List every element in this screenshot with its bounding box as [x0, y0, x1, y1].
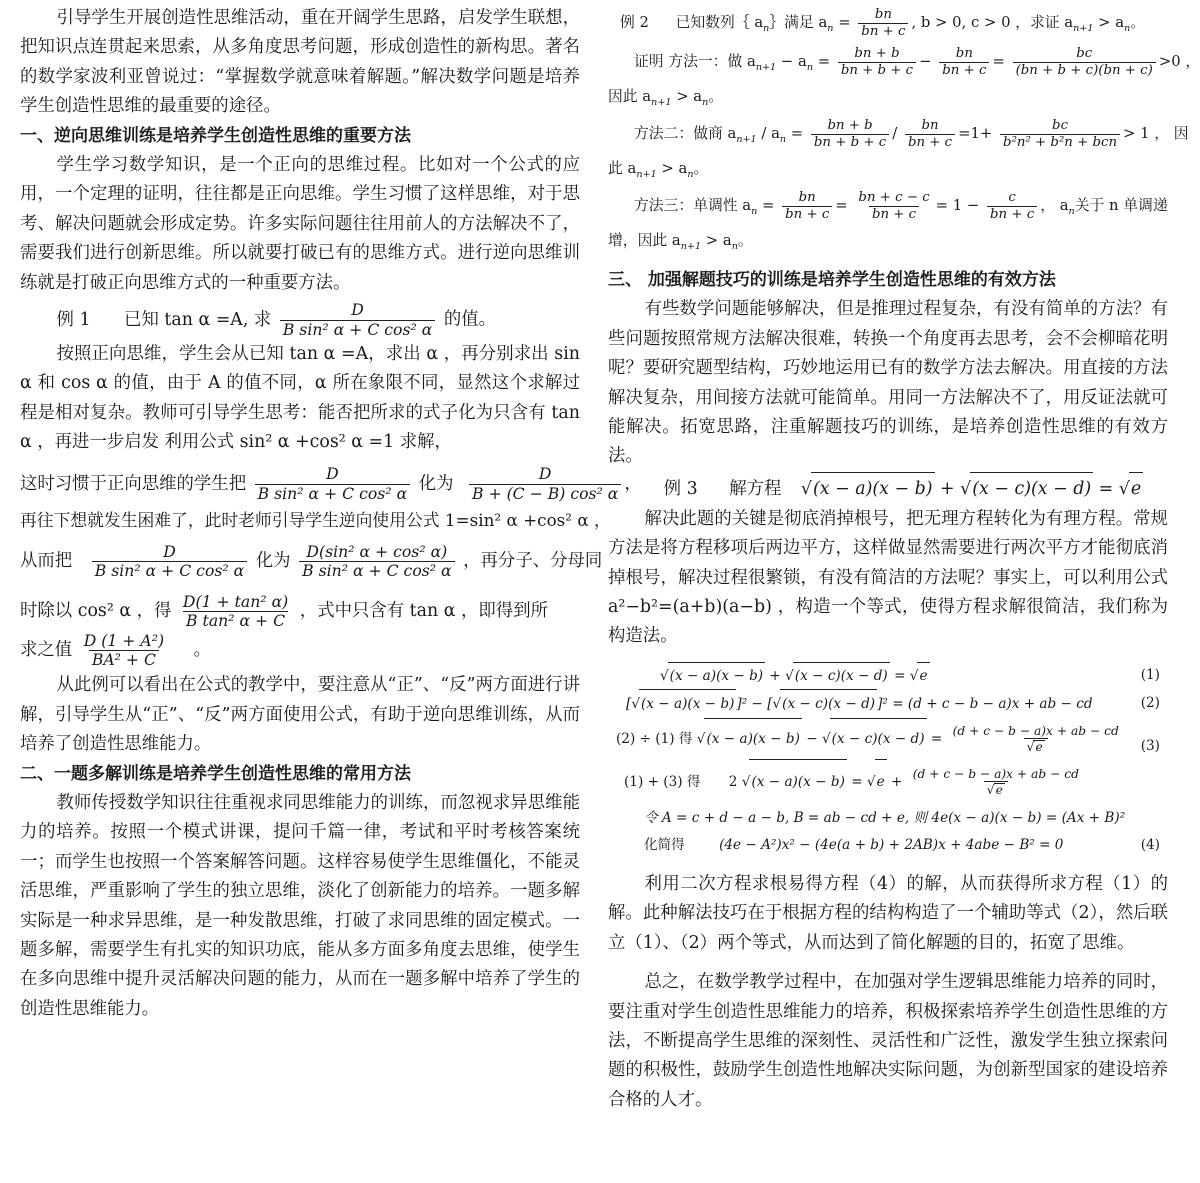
equation-number: (2): [1140, 694, 1160, 711]
formula-line-text: 。: [193, 640, 212, 661]
fraction-numerator: c: [1008, 189, 1016, 205]
math-text: (4e − A²)x² − (4e(a + b) + 2AB)x + 4abe − B² = 0: [719, 836, 1064, 853]
fraction-denominator: (bn + b + c)(bn + c): [1013, 62, 1156, 78]
fraction-numerator: (d + c − b − a)x + ab − cd: [912, 766, 1079, 781]
formula-line-4: [20, 591, 580, 631]
equation-2: [√(x − a)(x − b) ]² − [√(x − c)(x − d) ]² = (d + c − b − a)x + ab − cd (2): [608, 689, 1168, 718]
math-subscript: n: [806, 61, 814, 73]
fraction-numerator: bn: [921, 117, 939, 133]
math-text: 增，因此 a: [608, 232, 681, 249]
formula-line-3: [20, 541, 603, 581]
proof-method-2-conclusion: [608, 154, 1168, 184]
math-text: = (d + c − b − a)x + ab − cd: [892, 695, 1093, 712]
radicand: (x − c)(x − d): [830, 718, 927, 759]
math-text: 2: [728, 773, 738, 790]
formula-line-text: ，: [624, 473, 642, 494]
example-1-label: 例 1: [56, 309, 91, 330]
math-text: , b > 0, c > 0 ，求证 a: [911, 14, 1074, 31]
math-text: ｝满足 a: [769, 14, 828, 31]
radicand: (x − c)(x − d): [780, 689, 877, 718]
fraction-denominator: B tan² α + C: [183, 611, 288, 629]
section-1-paragraph: 学生学习数学知识，是一个正向的思维过程。比如对一个公式的应用，一个定理的证明，往往都是正向思维。学生习惯了这样思维，对于思考、解决问题就会形成定势。许多实际问题往往用前人的方法解决不了，需要我们进行创新思维。所以就要打破已有的思维方式。进行逆向思维训练就是打破正向思维方式的一种重要方法。: [20, 155, 580, 293]
example-3-label: 例 3: [663, 478, 698, 499]
fraction-numerator: D (1 + A²): [83, 630, 165, 650]
formula-line-text: 时除以 cos² α ，得: [20, 601, 172, 622]
sqrt-symbol: √: [800, 478, 812, 499]
math-text: 关于 n 单调递: [1074, 197, 1168, 214]
sqrt-symbol: √: [785, 667, 794, 684]
section-heading-1: 一、逆向思维训练是培养学生创造性思维的重要方法: [20, 125, 411, 146]
math-fraction: [838, 47, 916, 78]
proof-method-1-conclusion: [608, 82, 1168, 112]
sqrt-symbol: √: [741, 773, 751, 790]
example-3-text: 解方程: [729, 478, 782, 499]
fraction-denominator: bn + c: [782, 206, 832, 222]
sqrt-symbol: √: [909, 667, 919, 684]
math-subscript: n: [687, 168, 694, 180]
equation-number: (4): [1140, 836, 1160, 853]
fraction-numerator: (d + c − b − a)x + ab − cd: [952, 723, 1119, 738]
equation-3: (2) ÷ (1) 得 √(x − a)(x − b) − √(x − c)(x − d) = $\frac{(d + c - b - a)x + ab - cd}{√e}$ (3): [608, 718, 1168, 759]
math-text: 。: [693, 160, 709, 177]
math-subscript: n+1: [1073, 22, 1094, 34]
radicand: (x − a)(x − b): [639, 689, 736, 718]
math-text: >0 ，: [1158, 53, 1200, 70]
radicand: (x − a)(x − b): [704, 718, 801, 759]
fraction-denominator: B sin² α + C cos² α: [92, 561, 248, 579]
math-text: 方法三：单调性 a: [634, 197, 752, 214]
sqrt-symbol: √: [960, 478, 972, 499]
math-text: =: [813, 53, 835, 70]
fraction-numerator: bn: [874, 6, 892, 22]
example-2-label: 例 2: [620, 14, 649, 31]
math-subscript: n: [751, 205, 758, 217]
fraction-denominator: bn + c: [858, 23, 908, 39]
radicand: e: [875, 759, 887, 804]
math-text: 化简得: [644, 836, 685, 853]
fraction-denominator: bn + c: [987, 206, 1037, 222]
fraction-denominator: B sin² α + C cos² α: [280, 320, 436, 338]
example-1: [20, 302, 580, 338]
math-text: ， a: [1040, 197, 1069, 214]
fraction-denominator: bn + c: [905, 134, 955, 150]
math-text: /: [892, 125, 898, 142]
formula-line-2: 再往下想就发生困难了，此时老师引导学生逆向使用公式 1=sin² α +cos² α ，: [20, 510, 611, 530]
math-subscript: n+1: [636, 168, 657, 180]
section-heading-3: 三、 加强解题技巧的训练是培养学生创造性思维的有效方法: [608, 270, 1056, 290]
sqrt-symbol: √: [866, 773, 876, 790]
math-text: =: [835, 197, 848, 214]
sqrt-symbol: √: [772, 695, 782, 712]
fraction-numerator: bn + b: [854, 45, 900, 61]
fraction-denominator: B sin² α + C cos² α: [299, 561, 455, 579]
proof-method-2: [608, 114, 1189, 154]
math-text: (2) ÷ (1) 得: [616, 730, 693, 747]
example-1-conclusion: 从此例可以看出在公式的教学中，要注意从“正”、“反”两方面进行讲解，引导学生从“正”、“反”两方面使用公式，有助于逆向思维训练，从而培养了创造性思维能力。: [20, 675, 580, 755]
math-text: > a: [1093, 14, 1125, 31]
math-text: > 1 ， 因: [1123, 125, 1189, 142]
proof-method-1: [608, 42, 1200, 82]
fraction-denominator: bn + b + c: [811, 134, 889, 150]
math-text: =: [786, 125, 808, 142]
example-3: [608, 472, 1168, 505]
example-3-conclusion: 利用二次方程求根易得方程（4）的解，从而获得所求方程（1）的解。此种解法技巧在于根据方程的结构构造了一个辅助等式（2），然后联立（1）、（2）两个等式，从而达到了简化解题的目的，拓宽了思维。: [608, 873, 1168, 953]
formula-fraction: [180, 591, 291, 631]
math-subscript: n+1: [755, 61, 777, 73]
math-text: 。: [708, 88, 724, 105]
equation-1: √(x − a)(x − b) + √(x − c)(x − d) = √e (1): [608, 662, 1168, 689]
math-subscript: n+1: [651, 96, 672, 108]
math-text: =: [992, 53, 1005, 70]
section-heading-2: 二、一题多解训练是培养学生创造性思维的常用方法: [20, 763, 411, 784]
math-text: 方法二：做商 a: [634, 125, 737, 142]
equation-5: 令 A = c + d − a − b, B = ab − cd + e, 则 4e(x − a)(x − b) = (Ax + B)²: [644, 809, 1126, 826]
fraction-numerator: bn: [798, 189, 816, 205]
example-1-tail: 的值。: [443, 309, 497, 330]
formula-fraction: [81, 630, 167, 670]
proof-method-3: [608, 186, 1168, 226]
math-text: = 1 −: [935, 197, 980, 214]
fraction-denominator: BA² + C: [89, 650, 159, 668]
radicand: e: [995, 783, 1003, 798]
sqrt-symbol: √: [821, 730, 831, 747]
fraction-numerator: D(sin² α + cos² α): [306, 541, 448, 561]
math-fraction: [939, 47, 989, 78]
formula-fraction: [255, 466, 411, 502]
radicand: (x − a)(x − b): [749, 759, 846, 804]
fraction-denominator: bn + c: [869, 206, 919, 222]
formula-line-text: ，再分子、分母同: [463, 551, 603, 572]
math-text: 此 a: [608, 160, 637, 177]
example-3-equation: √(x − a)(x − b) + √(x − c)(x − d) = √e: [801, 479, 1143, 499]
section-3-paragraph: 有些数学问题能够解决，但是推理过程复杂，有没有简单的方法？有些问题按照常规方法解决很难，转换一个角度再去思考，会不会柳暗花明呢？要研究题型结构，巧妙地运用已有的数学方法去解决。用直接的方法解决复杂，用间接方法就可能简单。用同一方法解决不了，用反证法就可能解决。拓宽思路，注重解题技巧的训练，是培养创造性思维的有效方法。: [608, 299, 1168, 467]
example-1-text: 已知 tan α =A, 求: [124, 309, 272, 330]
formula-fraction: [299, 541, 455, 581]
fraction-denominator: bn + b + c: [838, 62, 916, 78]
math-subscript: n: [731, 240, 738, 252]
fraction-numerator: D: [326, 464, 339, 484]
formula-line-text: ，式中只含有 tan α ，即得到所: [299, 601, 548, 622]
sqrt-symbol: √: [631, 695, 640, 712]
math-subscript: n: [1124, 22, 1131, 34]
math-text: 证明 方法一：做 a: [634, 53, 756, 70]
formula-fraction: [469, 466, 621, 502]
math-subscript: n: [779, 133, 787, 145]
radicand: (x − c)(x − d): [793, 662, 890, 689]
equation-block: [608, 662, 1168, 858]
radicand: e: [1129, 472, 1143, 505]
proof-method-3-conclusion: [608, 226, 1168, 256]
math-subscript: n: [827, 22, 834, 34]
example-1-fraction: [280, 302, 436, 338]
math-text: > a: [701, 232, 732, 249]
formula-line-text: 求之值: [20, 640, 73, 661]
fraction-numerator: D(1 + tan² α): [182, 591, 289, 611]
sqrt-symbol: √: [660, 667, 669, 684]
math-text: / a: [756, 125, 780, 142]
math-fraction: [1013, 47, 1156, 78]
radicand: (x − a)(x − b): [811, 472, 935, 505]
fraction-denominator: b²n² + b²n + bcn: [1000, 134, 1120, 150]
sqrt-symbol: √: [1026, 740, 1035, 755]
math-fraction: [855, 191, 932, 222]
fraction-numerator: bn + c − c: [858, 189, 930, 205]
sqrt-symbol: √: [1118, 478, 1130, 499]
math-fraction: [950, 725, 1122, 755]
math-subscript: n: [1068, 205, 1075, 217]
example-2: [608, 6, 1168, 40]
summary-paragraph: 总之，在数学教学过程中，在加强对学生逻辑思维能力培养的同时，要注重对学生创造性思维能力的培养，积极探索培养学生创造性思维的方法，不断提高学生思维的深刻性、灵活性和广泛性，激发学生独立探索问题的积极性，鼓励学生创造性地解决实际问题，为创新型国家的建设培养合格的人才。: [608, 972, 1168, 1110]
fraction-denominator: B sin² α + C cos² α: [255, 484, 411, 502]
sqrt-symbol: √: [986, 783, 995, 798]
radicand: (x − a)(x − b): [668, 662, 765, 689]
fraction-denominator: [1024, 738, 1048, 754]
section-2-paragraph: 教师传授数学知识往往重视求同思维能力的训练，而忽视求异思维能力的培养。按照一个模式讲课，提问千篇一律，考试和平时考核答案统一；而学生也按照一个答案解答问题。这样容易使学生思维僵化，不能灵活思维，严重影响了学生的独立思维，淡化了创新能力的培养。一题多解实际是一种求异思维，是一种发散思维，打破了求同思维的固定模式。一题多解，需要学生有扎实的知识功底，能从多方面多角度去思维，使学生在多向思维中提升灵活解决问题的能力，从而在一题多解中培养了学生的创造性思维能力。: [20, 793, 580, 1019]
example-3-explanation: 解决此题的关键是彻底消掉根号，把无理方程转化为有理方程。常规方法是将方程移项后两边平方，这样做显然需要进行两次平方才能彻底消掉根号，解决过程很繁锁，有没有简洁的方法呢？事实上，可以利用公式 a²−b²=(a+b)(a−b) ，构造一个等式，使得方程求解很简洁，我们称为构造法。: [608, 508, 1168, 647]
fraction-numerator: bn + b: [827, 117, 873, 133]
math-subscript: n: [702, 96, 709, 108]
math-text: =1+: [958, 125, 993, 142]
math-fraction: [910, 768, 1082, 798]
math-subscript: n: [763, 22, 770, 34]
intro-paragraph: 引导学生开展创造性思维活动，重在开阔学生思路，启发学生联想，把知识点连贯起来思索，从多角度思考问题，形成创造性的新构思。著名的数学家波利亚曾说过：“掌握数学就意味着解题。”解决数学问题是培养学生创造性思维的最重要的途径。: [20, 8, 580, 117]
fraction-numerator: D: [351, 300, 364, 320]
math-fraction: [987, 191, 1037, 222]
math-text: (1) + (3) 得: [624, 773, 701, 790]
equation-number: (3): [1140, 737, 1160, 754]
fraction-denominator: bn + c: [939, 62, 989, 78]
math-subscript: n+1: [736, 133, 757, 145]
math-text: =: [833, 14, 856, 31]
fraction-numerator: bc: [1052, 117, 1069, 133]
formula-line-text: 从而把: [20, 551, 73, 572]
fraction-denominator: [984, 781, 1008, 797]
formula-line-text: 化为: [255, 551, 291, 572]
radicand: (x − c)(x − d): [970, 472, 1093, 505]
math-text: =: [757, 197, 780, 214]
formula-fraction: [92, 541, 248, 581]
math-fraction: [811, 119, 889, 150]
formula-line-text: 这时习惯于正向思维的学生把: [20, 473, 247, 494]
example-1-explanation: 按照正向思维，学生会从已知 tan α =A，求出 α ，再分别求出 sin α 和 cos α 的值，由于 A 的值不同，α 所在象限不同，显然这个求解过程是相对复杂。教师可引导学生思考：能否把所求的式子化为只含有 tan α ，再进一步启发 利用公式 sin² α +cos² α =1 求解，: [20, 343, 580, 453]
formula-line-1: [20, 464, 642, 503]
right-column: [608, 0, 1200, 1115]
radicand: e: [917, 662, 929, 689]
fraction-numerator: D: [163, 541, 176, 561]
math-fraction: [782, 191, 832, 222]
sqrt-symbol: √: [696, 730, 706, 747]
equation-number: (1): [1140, 666, 1160, 683]
math-text: 。: [1130, 14, 1146, 31]
math-fraction: [1000, 119, 1120, 150]
math-fraction: [858, 8, 908, 39]
radicand: e: [1035, 740, 1043, 755]
fraction-denominator: B + (C − B) cos² α: [469, 484, 621, 502]
math-text: − a: [776, 53, 807, 70]
formula-line-text: 化为: [418, 473, 454, 494]
math-text: > a: [671, 88, 703, 105]
equation-6: [608, 832, 1168, 858]
math-subscript: n+1: [680, 240, 702, 252]
math-text: 因此 a: [608, 88, 652, 105]
math-text: 。: [737, 232, 753, 249]
fraction-numerator: bn: [955, 45, 973, 61]
math-text: > a: [656, 160, 688, 177]
math-fraction: [905, 119, 955, 150]
math-text: 已知数列｛ a: [675, 14, 764, 31]
formula-line-5: [20, 631, 580, 669]
math-text: −: [919, 53, 932, 70]
equation-4: (1) + (3) 得 2 √(x − a)(x − b) = √e + $\frac{(d + c - b - a)x + ab - cd}{√e}$: [608, 759, 1168, 804]
fraction-numerator: bc: [1076, 45, 1093, 61]
fraction-numerator: D: [538, 464, 552, 484]
